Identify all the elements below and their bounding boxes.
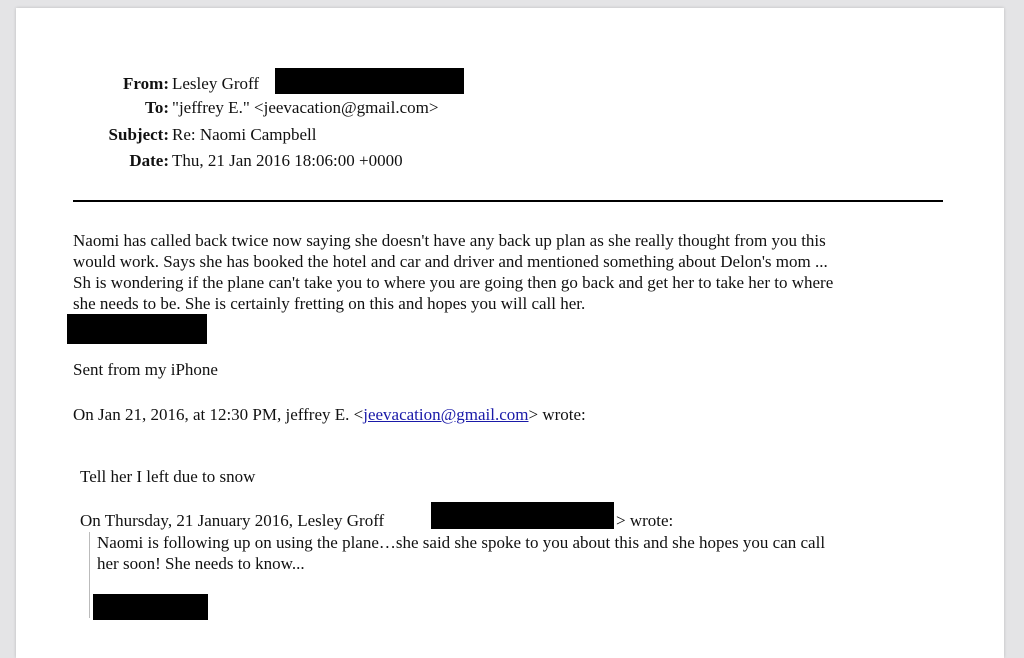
redaction-box [275,68,464,94]
redaction-box [67,314,207,344]
signature: Sent from my iPhone [73,360,218,379]
quote-bar [89,532,90,618]
from-label: From: [123,74,169,93]
date-label: Date: [129,151,169,170]
reply-intro [73,404,586,425]
body-line-1: Naomi has called back twice now saying she doesn't have any back up plan as she really thought from you this [73,231,826,250]
reply-intro-prefix: On Jan 21, 2016, at 12:30 PM, jeffrey E. < [73,405,364,424]
body-line-3: Sh is wondering if the plane can't take you to where you are going then go back and get her to take her to where [73,273,834,292]
quote-intro-suffix: > wrote: [616,511,674,530]
body-line-4: she needs to be. She is certainly fretting on this and hopes you will call her. [73,294,586,313]
email-link[interactable]: jeevacation@gmail.com [363,405,529,424]
quote-line-2: her soon! She needs to know... [97,554,305,573]
reply-text: Tell her I left due to snow [80,467,256,486]
from-value: Lesley Groff [172,74,260,93]
redaction-box [93,594,208,620]
date-value: Thu, 21 Jan 2016 18:06:00 +0000 [172,151,403,170]
to-value: "jeffrey E." <jeevacation@gmail.com> [172,98,439,117]
redaction-box [431,502,614,529]
reply-intro-suffix: > wrote: [528,405,586,424]
header-divider [73,200,943,202]
quote-line-1: Naomi is following up on using the plane…she said she spoke to you about this and she hopes you can call [97,533,826,552]
quote-intro-prefix: On Thursday, 21 January 2016, Lesley Groff [80,511,385,530]
body-line-2: would work. Says she has booked the hotel and car and driver and mentioned something about Delon's mom ... [73,252,828,271]
subject-value: Re: Naomi Campbell [172,125,317,144]
to-label: To: [145,98,169,117]
subject-label: Subject: [108,125,169,144]
